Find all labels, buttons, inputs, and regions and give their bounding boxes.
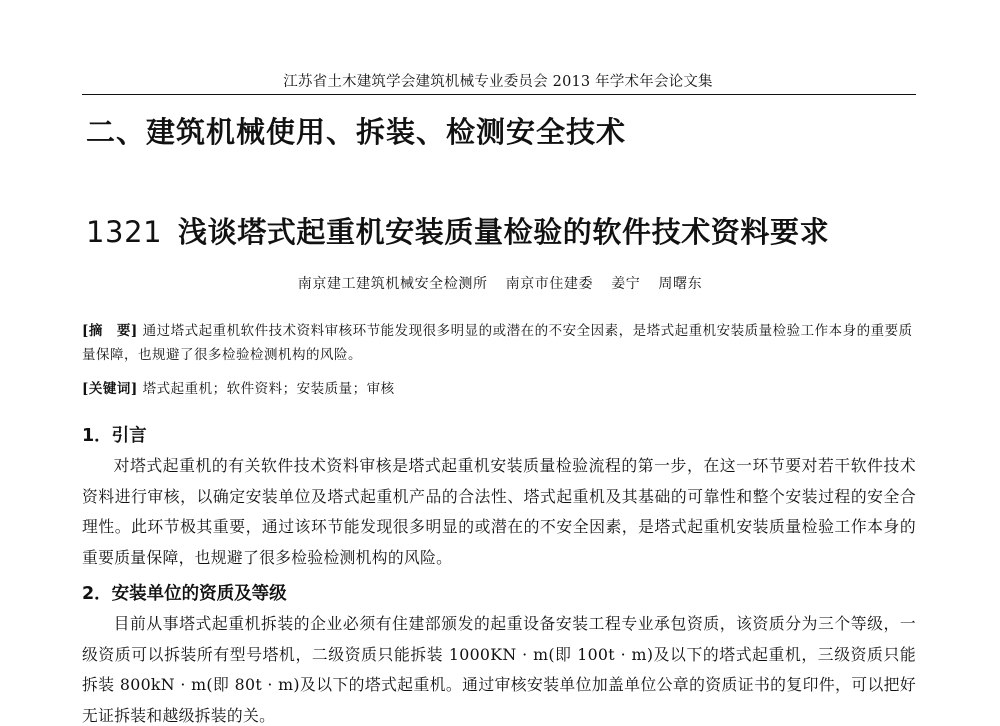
keywords-text: 塔式起重机；软件资料；安装质量；审核 (142, 381, 395, 397)
keywords (82, 377, 916, 397)
paragraph-text: 对塔式起重机的有关软件技术资料审核是塔式起重机安装质量检验流程的第一步，在这一环节要对若干软件技术资料进行审核，以确定安装单位及塔式起重机产品的合法性、塔式起重机及其基础的可靠性和整个安装过程的安全合理性。此环节极其重要，通过该环节能发现很多明显的或潜在的不安全因素，是塔式起重机安装质量检验工作本身的重要质量保障，也规避了很多检验检测机构的风险。 (82, 456, 916, 567)
section-paragraph-2 (82, 609, 916, 726)
section-title: 二、建筑机械使用、拆装、检测安全技术 (86, 115, 627, 149)
abstract-label: [摘 要] (82, 323, 138, 339)
paper-number: 1321 (86, 215, 163, 249)
paper-title-text: 浅谈塔式起重机安装质量检验的软件技术资料要求 (178, 215, 830, 249)
paragraph-text: 目前从事塔式起重机拆装的企业必须有住建部颁发的起重设备安装工程专业承包资质，该资质分为三个等级，一级资质可以拆装所有型号塔机，二级资质只能拆装 1000KN · m(即 100t · m)及以下的塔式起重机，三级资质只能拆装 800kN · m(即 80t · m)及以下的塔式起重机。通过审核安装单位加盖单位公章的资质证书的复印件，可以把好无证拆装和越级拆装的关。 (82, 614, 916, 725)
keywords-label: [关键词] (82, 381, 138, 397)
section-heading-1: 1．引言 (82, 426, 147, 446)
header-rule (82, 94, 916, 95)
author-name-2: 周曙东 (658, 276, 703, 292)
abstract (82, 319, 916, 367)
paper-title (86, 210, 829, 251)
author-name-1: 姜宁 (611, 276, 641, 292)
section-heading-2: 2．安装单位的资质及等级 (82, 584, 287, 604)
running-header: 江苏省土木建筑学会建筑机械专业委员会 2013 年学术年会论文集 (283, 74, 713, 90)
author-line (0, 273, 1000, 293)
abstract-text: 通过塔式起重机软件技术资料审核环节能发现很多明显的或潜在的不安全因素，是塔式起重机安装质量检验工作本身的重要质量保障，也规避了很多检验检测机构的风险。 (82, 323, 913, 363)
author-org-1: 南京建工建筑机械安全检测所 (297, 276, 488, 292)
author-org-2: 南京市住建委 (505, 276, 594, 292)
section-paragraph-1 (82, 451, 916, 573)
